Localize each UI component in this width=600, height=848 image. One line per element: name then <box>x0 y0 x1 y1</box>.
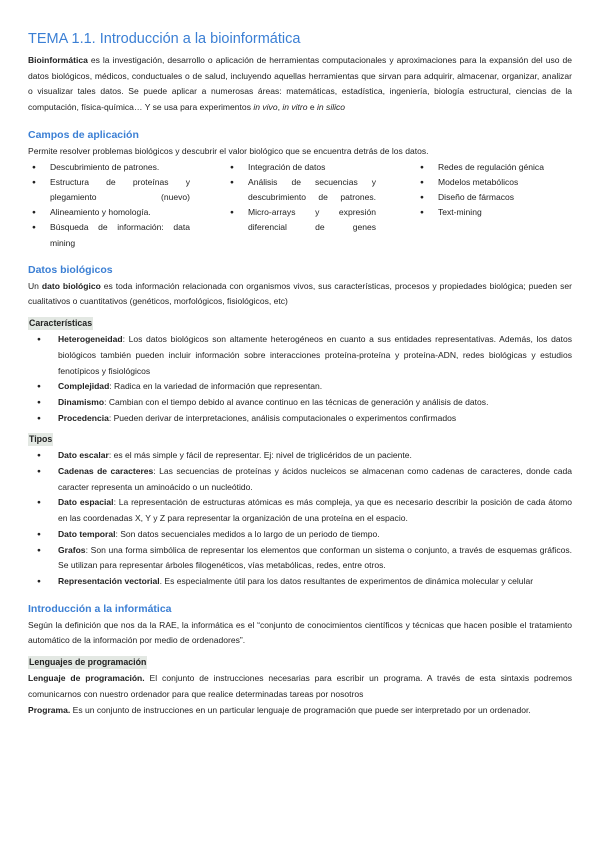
list-item <box>28 464 572 495</box>
item-text: : Los datos biológicos son altamente heterogéneos en cuanto a sus entidades representativas. Además, los datos biológicos también pueden incluir información sobre interacciones proteína-proteína y proteína-ADN, redes biológicas y estudios fenotípicos y fisiológicos <box>58 334 572 376</box>
lenguaje-text: El conjunto de instrucciones necesarias para escribir un programa. A través de esta sintaxis podremos comunicarnos con nuestro ordenador para que realice determinadas tareas por nosotros <box>28 673 573 699</box>
list-item: ● Diseño de fármacos <box>416 190 556 205</box>
item-text: : Son una forma simbólica de representar los elementos que conforman un sistema o conjunto, a través de esquemas gráficos. Se utilizan para representar árboles filogenéticos, vías metabólicas, redes, entre otros. <box>58 544 572 571</box>
list-item-text: Análisis de secuencias y descubrimiento de patrones. <box>248 176 376 202</box>
informatica-paragraph: Según la definición que nos da la RAE, la informática es el “conjunto de conocimientos científicos y técnicas que hacen posible el tratamiento automático de la información por medio de ordenadores”. <box>28 619 572 646</box>
item-text: : La representación de estructuras atómicas es más compleja, ya que es necesario describir la posición de cada átomo en las coordenadas X, Y y Z para representar la organización de una proteína en el espacio. <box>58 497 573 524</box>
list-item: ● Text-mining <box>416 205 556 220</box>
list-item: ● Descubrimiento de patrones. <box>28 160 190 175</box>
campos-column-2 <box>226 160 376 251</box>
item-term: Representación vectorial <box>58 575 160 586</box>
separator: e <box>307 102 318 113</box>
section-heading-campos: Campos de aplicación <box>28 128 139 141</box>
item-term: Dato espacial <box>58 497 114 508</box>
list-item: ● Modelos metabólicos <box>416 175 556 190</box>
list-item <box>28 527 572 543</box>
in-vivo: in vivo <box>253 102 278 113</box>
item-term: Grafos <box>58 544 86 555</box>
list-item: ● Alineamiento y homología. <box>28 205 190 220</box>
datos-paragraph <box>28 279 572 310</box>
tipos-list <box>28 448 572 589</box>
list-item <box>28 495 572 526</box>
separator: , <box>277 102 283 113</box>
list-item: ● Redes de regulación génica <box>416 160 556 175</box>
section-heading-informatica: Introducción a la informática <box>28 602 172 615</box>
list-item <box>28 411 572 427</box>
item-text: : Cambian con el tiempo debido al avance continuo en las técnicas de generación y análisis de datos. <box>104 396 489 407</box>
intro-term: Bioinformática <box>28 55 88 65</box>
datos-term: dato biológico <box>41 280 101 291</box>
list-item: ● Integración de datos <box>226 160 376 175</box>
intro-text: es la investigación, desarrollo o aplicación de herramientas computacionales y aproximaciones para la expansión del uso de datos biológicos, médicos, conductuales o de salud, incluyendo aquellas herramientas que sirvan para adquirir, almacenar, organizar, analizar o visualizar tales datos. Se puede aplicar a numerosas áreas: matemáticas, estadística, ingeniería, biología estructural, ciencias de la computación, física-química… Y se usa para experimentos <box>28 55 572 113</box>
list-item <box>28 175 190 205</box>
campos-column-3 <box>416 160 556 251</box>
list-item <box>28 574 572 590</box>
item-text: : es el más simple y fácil de representar. Ej: nivel de triglicéridos de un paciente. <box>108 450 412 461</box>
list-item-text: Estructura de proteínas y plegamiento (nuevo) <box>50 176 190 202</box>
campos-column-1 <box>28 160 190 251</box>
list-item <box>28 379 572 395</box>
in-vitro: in vitro <box>282 102 308 113</box>
item-term: Dinamismo <box>58 396 105 407</box>
label-caracteristicas: Características <box>29 318 93 329</box>
list-item <box>226 205 376 235</box>
programa-paragraph <box>28 703 572 719</box>
item-term: Dato temporal <box>58 528 116 539</box>
item-text: : Son datos secuenciales medidos a lo largo de un periodo de tiempo. <box>115 528 380 539</box>
lenguaje-term: Lenguaje de programación. <box>28 673 145 684</box>
intro-paragraph <box>28 53 572 116</box>
list-item <box>28 220 190 250</box>
datos-pre: Un <box>28 280 42 291</box>
list-item <box>28 395 572 411</box>
item-term: Heterogeneidad <box>58 334 123 345</box>
list-item <box>28 448 572 464</box>
label-tipos: Tipos <box>29 434 53 445</box>
item-text: : Las secuencias de proteínas y ácidos nucleicos se almacenan como cadenas de caracteres, donde cada caracter representa un aminoácido o un nucleótido. <box>58 466 573 492</box>
campos-columns <box>28 160 572 251</box>
programa-text: Es un conjunto de instrucciones en un particular lenguaje de programación que puede ser interpretado por un ordenador. <box>70 704 531 715</box>
programa-term: Programa. <box>28 704 71 715</box>
campos-paragraph: Permite resolver problemas biológicos y descubrir el valor biológico que se encuentra detrás de los datos. <box>28 145 429 156</box>
list-item <box>28 543 572 574</box>
label-lenguajes: Lenguajes de programación <box>29 657 147 668</box>
in-silico: in silico <box>317 102 346 113</box>
item-term: Procedencia <box>58 412 109 423</box>
item-text: : Pueden derivar de interpretaciones, análisis computacionales o experimentos confirmados <box>108 412 457 423</box>
item-term: Complejidad <box>58 381 110 392</box>
list-item <box>226 175 376 205</box>
section-heading-datos: Datos biológicos <box>28 263 113 276</box>
page-title: TEMA 1.1. Introducción a la bioinformática <box>28 31 301 47</box>
item-text: : Radica en la variedad de información que representan. <box>109 381 323 392</box>
list-item-text: Búsqueda de información: data mining <box>50 222 190 248</box>
item-text: . Es especialmente útil para los datos resultantes de experimentos de dinámica molecular y celular <box>159 575 534 586</box>
list-item-text: Micro-arrays y expresión diferencial de genes <box>248 207 376 233</box>
lenguaje-paragraph <box>28 671 572 702</box>
list-item <box>28 332 572 379</box>
item-term: Dato escalar <box>58 450 109 461</box>
caracteristicas-list <box>28 332 572 426</box>
item-term: Cadenas de caracteres <box>58 466 154 477</box>
datos-text: es toda información relacionada con organismos vivos, sus características, procesos y propiedades biológica; pueden ser cualitativos o cuantitativos (genéticos, morfológicos, fisiológicos, etc) <box>28 280 572 307</box>
